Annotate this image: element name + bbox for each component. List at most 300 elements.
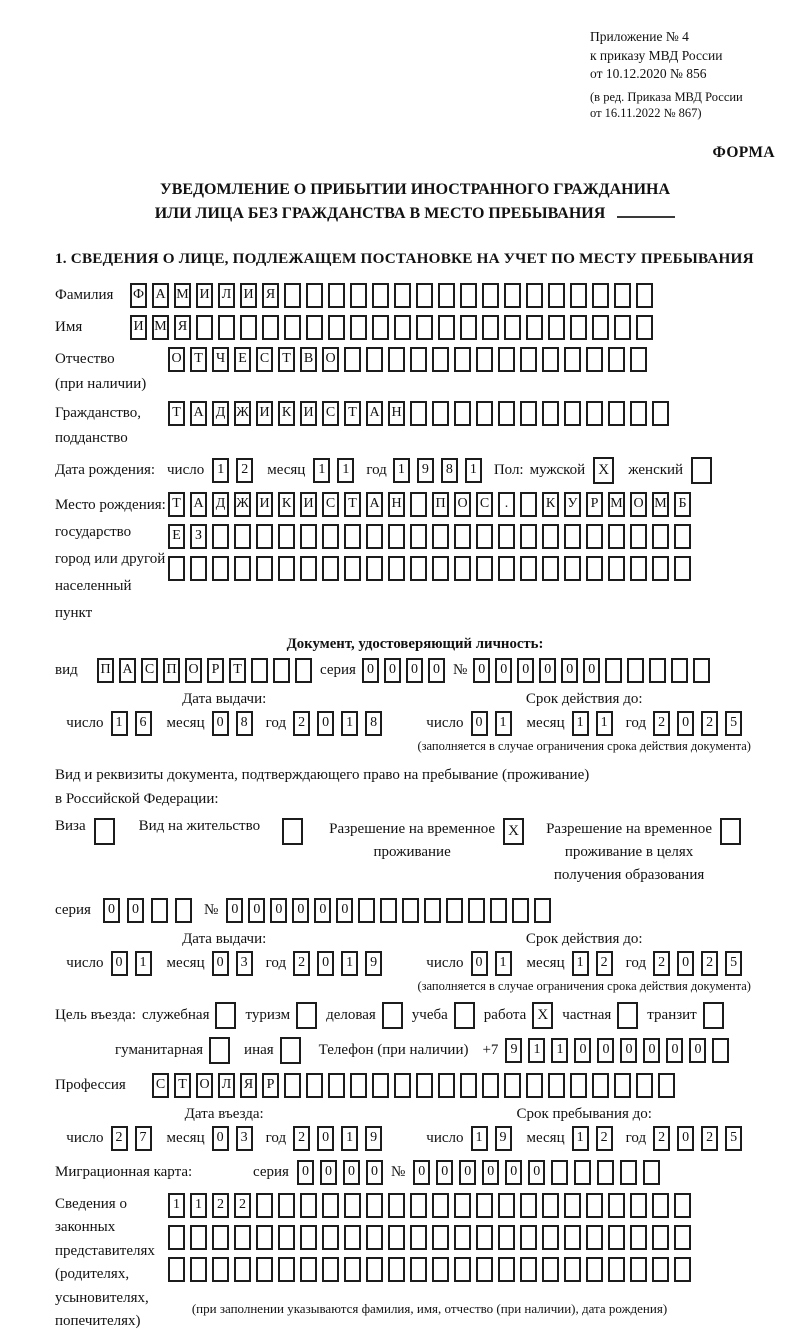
form-cell[interactable] — [416, 315, 433, 340]
form-cell[interactable] — [262, 315, 279, 340]
form-cell[interactable] — [482, 1073, 499, 1098]
form-cell[interactable] — [636, 283, 653, 308]
form-cell[interactable] — [586, 524, 603, 549]
form-cell[interactable] — [350, 1073, 367, 1098]
form-cell[interactable] — [306, 283, 323, 308]
form-cell[interactable] — [454, 347, 471, 372]
form-cell[interactable] — [284, 283, 301, 308]
form-cell[interactable] — [520, 347, 537, 372]
form-cell[interactable] — [608, 1257, 625, 1282]
form-cell[interactable] — [586, 1193, 603, 1218]
form-cell[interactable]: 2 — [293, 1126, 310, 1151]
form-cell[interactable] — [416, 283, 433, 308]
form-cell[interactable]: 1 — [495, 711, 512, 736]
form-cell[interactable]: 1 — [596, 711, 613, 736]
form-cell[interactable]: С — [322, 401, 339, 426]
form-cell[interactable]: 0 — [336, 898, 353, 923]
form-cell[interactable] — [402, 898, 419, 923]
form-cell[interactable]: С — [152, 1073, 169, 1098]
form-cell[interactable] — [592, 315, 609, 340]
form-cell[interactable]: С — [256, 347, 273, 372]
form-cell[interactable] — [643, 1160, 660, 1185]
form-cell[interactable]: 1 — [551, 1038, 568, 1063]
form-cell[interactable] — [504, 283, 521, 308]
form-cell[interactable]: 0 — [677, 951, 694, 976]
form-cell[interactable] — [674, 524, 691, 549]
form-cell[interactable]: 0 — [436, 1160, 453, 1185]
form-cell[interactable]: О — [630, 492, 647, 517]
form-cell[interactable]: 2 — [236, 458, 253, 483]
form-cell[interactable] — [300, 1257, 317, 1282]
form-cell[interactable] — [234, 1257, 251, 1282]
form-cell[interactable] — [278, 1257, 295, 1282]
form-cell[interactable]: Т — [278, 347, 295, 372]
form-cell[interactable] — [454, 1193, 471, 1218]
form-cell[interactable] — [454, 556, 471, 581]
form-cell[interactable] — [212, 524, 229, 549]
form-cell[interactable] — [410, 347, 427, 372]
form-cell[interactable] — [542, 1225, 559, 1250]
form-cell[interactable] — [388, 524, 405, 549]
form-cell[interactable] — [520, 1257, 537, 1282]
form-cell[interactable] — [282, 818, 303, 845]
form-cell[interactable] — [190, 1225, 207, 1250]
form-cell[interactable] — [490, 898, 507, 923]
form-cell[interactable] — [284, 315, 301, 340]
form-cell[interactable] — [570, 283, 587, 308]
form-cell[interactable]: П — [163, 658, 180, 683]
form-cell[interactable] — [300, 524, 317, 549]
form-cell[interactable] — [296, 1002, 317, 1029]
form-cell[interactable]: Ч — [212, 347, 229, 372]
form-cell[interactable]: 5 — [725, 951, 742, 976]
form-cell[interactable] — [280, 1037, 301, 1064]
form-cell[interactable]: 2 — [653, 711, 670, 736]
form-cell[interactable]: 0 — [317, 951, 334, 976]
form-cell[interactable]: 0 — [643, 1038, 660, 1063]
form-cell[interactable] — [630, 556, 647, 581]
form-cell[interactable]: 9 — [505, 1038, 522, 1063]
form-cell[interactable] — [592, 1073, 609, 1098]
form-cell[interactable] — [548, 1073, 565, 1098]
form-cell[interactable]: М — [152, 315, 169, 340]
form-cell[interactable] — [256, 556, 273, 581]
form-cell[interactable]: 0 — [413, 1160, 430, 1185]
form-cell[interactable] — [322, 556, 339, 581]
form-cell[interactable] — [322, 1257, 339, 1282]
form-cell[interactable] — [372, 1073, 389, 1098]
form-cell[interactable] — [300, 1193, 317, 1218]
form-cell[interactable] — [520, 492, 537, 517]
form-cell[interactable] — [168, 1225, 185, 1250]
form-cell[interactable] — [674, 556, 691, 581]
form-cell[interactable] — [350, 283, 367, 308]
form-cell[interactable] — [190, 1257, 207, 1282]
form-cell[interactable]: 0 — [111, 951, 128, 976]
form-cell[interactable] — [476, 1225, 493, 1250]
form-cell[interactable] — [344, 1225, 361, 1250]
form-cell[interactable] — [94, 818, 115, 845]
form-cell[interactable] — [432, 1257, 449, 1282]
form-cell[interactable] — [476, 401, 493, 426]
form-cell[interactable]: А — [119, 658, 136, 683]
form-cell[interactable]: 1 — [190, 1193, 207, 1218]
form-cell[interactable] — [256, 1257, 273, 1282]
form-cell[interactable] — [652, 401, 669, 426]
form-cell[interactable]: X — [532, 1002, 553, 1029]
form-cell[interactable] — [597, 1160, 614, 1185]
form-cell[interactable] — [416, 1073, 433, 1098]
form-cell[interactable]: Я — [262, 283, 279, 308]
form-cell[interactable] — [215, 1002, 236, 1029]
form-cell[interactable] — [564, 1193, 581, 1218]
form-cell[interactable] — [564, 1225, 581, 1250]
form-cell[interactable]: 0 — [362, 658, 379, 683]
form-cell[interactable]: 0 — [482, 1160, 499, 1185]
form-cell[interactable] — [460, 283, 477, 308]
form-cell[interactable] — [454, 401, 471, 426]
form-cell[interactable] — [454, 1002, 475, 1029]
form-cell[interactable] — [432, 1193, 449, 1218]
form-cell[interactable] — [476, 1193, 493, 1218]
form-cell[interactable]: А — [366, 401, 383, 426]
form-cell[interactable]: 0 — [677, 711, 694, 736]
form-cell[interactable] — [649, 658, 666, 683]
form-cell[interactable]: 3 — [236, 951, 253, 976]
form-cell[interactable]: 8 — [236, 711, 253, 736]
form-cell[interactable] — [218, 315, 235, 340]
form-cell[interactable]: И — [256, 401, 273, 426]
form-cell[interactable] — [410, 1257, 427, 1282]
form-cell[interactable]: 2 — [596, 951, 613, 976]
form-cell[interactable]: Б — [674, 492, 691, 517]
form-cell[interactable]: 0 — [314, 898, 331, 923]
form-cell[interactable]: 0 — [505, 1160, 522, 1185]
form-cell[interactable]: И — [240, 283, 257, 308]
form-cell[interactable] — [438, 1073, 455, 1098]
form-cell[interactable] — [548, 283, 565, 308]
form-cell[interactable]: И — [300, 492, 317, 517]
form-cell[interactable]: Р — [262, 1073, 279, 1098]
form-cell[interactable]: О — [454, 492, 471, 517]
form-cell[interactable] — [234, 1225, 251, 1250]
form-cell[interactable]: Л — [218, 1073, 235, 1098]
form-cell[interactable] — [366, 524, 383, 549]
form-cell[interactable]: 7 — [135, 1126, 152, 1151]
form-cell[interactable]: 2 — [293, 951, 310, 976]
form-cell[interactable] — [388, 1225, 405, 1250]
form-cell[interactable] — [608, 1193, 625, 1218]
form-cell[interactable]: 9 — [495, 1126, 512, 1151]
form-cell[interactable]: 0 — [384, 658, 401, 683]
form-cell[interactable] — [446, 898, 463, 923]
form-cell[interactable] — [542, 347, 559, 372]
form-cell[interactable] — [504, 315, 521, 340]
form-cell[interactable]: 2 — [596, 1126, 613, 1151]
form-cell[interactable] — [608, 1225, 625, 1250]
form-cell[interactable] — [482, 315, 499, 340]
form-cell[interactable] — [300, 1225, 317, 1250]
form-cell[interactable] — [586, 347, 603, 372]
form-cell[interactable] — [520, 556, 537, 581]
form-cell[interactable] — [388, 556, 405, 581]
form-cell[interactable]: 2 — [234, 1193, 251, 1218]
form-cell[interactable] — [380, 898, 397, 923]
form-cell[interactable] — [476, 556, 493, 581]
form-cell[interactable] — [564, 347, 581, 372]
form-cell[interactable]: 8 — [365, 711, 382, 736]
form-cell[interactable]: О — [196, 1073, 213, 1098]
form-cell[interactable] — [322, 524, 339, 549]
form-cell[interactable] — [410, 1193, 427, 1218]
form-cell[interactable] — [574, 1160, 591, 1185]
form-cell[interactable]: 0 — [343, 1160, 360, 1185]
form-cell[interactable] — [438, 283, 455, 308]
form-cell[interactable] — [454, 1225, 471, 1250]
form-cell[interactable] — [652, 1193, 669, 1218]
form-cell[interactable]: 0 — [459, 1160, 476, 1185]
form-cell[interactable] — [366, 1193, 383, 1218]
form-cell[interactable] — [720, 818, 741, 845]
form-cell[interactable] — [212, 556, 229, 581]
form-cell[interactable]: 1 — [337, 458, 354, 483]
form-cell[interactable]: К — [278, 492, 295, 517]
form-cell[interactable] — [432, 401, 449, 426]
form-cell[interactable]: 0 — [366, 1160, 383, 1185]
form-cell[interactable] — [256, 524, 273, 549]
form-cell[interactable]: 0 — [620, 1038, 637, 1063]
form-cell[interactable]: 0 — [212, 951, 229, 976]
form-cell[interactable] — [498, 1257, 515, 1282]
form-cell[interactable] — [526, 1073, 543, 1098]
form-cell[interactable]: С — [141, 658, 158, 683]
form-cell[interactable]: . — [498, 492, 515, 517]
form-cell[interactable] — [498, 524, 515, 549]
form-cell[interactable] — [350, 315, 367, 340]
form-cell[interactable]: 9 — [365, 951, 382, 976]
form-cell[interactable] — [344, 1193, 361, 1218]
form-cell[interactable] — [570, 315, 587, 340]
form-cell[interactable]: Т — [344, 401, 361, 426]
form-cell[interactable] — [703, 1002, 724, 1029]
form-cell[interactable] — [652, 1257, 669, 1282]
form-cell[interactable]: Т — [174, 1073, 191, 1098]
form-cell[interactable] — [372, 315, 389, 340]
form-cell[interactable] — [168, 1257, 185, 1282]
form-cell[interactable]: 5 — [725, 1126, 742, 1151]
form-cell[interactable] — [382, 1002, 403, 1029]
form-cell[interactable]: Т — [344, 492, 361, 517]
form-cell[interactable]: Я — [240, 1073, 257, 1098]
form-cell[interactable]: Ф — [130, 283, 147, 308]
form-cell[interactable]: М — [608, 492, 625, 517]
form-cell[interactable] — [608, 401, 625, 426]
form-cell[interactable] — [620, 1160, 637, 1185]
form-cell[interactable]: 0 — [428, 658, 445, 683]
form-cell[interactable] — [564, 1257, 581, 1282]
form-cell[interactable]: 0 — [317, 1126, 334, 1151]
form-cell[interactable]: 1 — [465, 458, 482, 483]
form-cell[interactable] — [542, 1193, 559, 1218]
form-cell[interactable]: П — [432, 492, 449, 517]
form-cell[interactable]: 0 — [597, 1038, 614, 1063]
form-cell[interactable] — [630, 347, 647, 372]
form-cell[interactable] — [328, 283, 345, 308]
form-cell[interactable]: 2 — [653, 1126, 670, 1151]
form-cell[interactable] — [366, 347, 383, 372]
form-cell[interactable] — [520, 401, 537, 426]
form-cell[interactable]: 1 — [212, 458, 229, 483]
form-cell[interactable]: 2 — [701, 1126, 718, 1151]
form-cell[interactable] — [388, 347, 405, 372]
form-cell[interactable]: 0 — [561, 658, 578, 683]
form-cell[interactable] — [520, 524, 537, 549]
form-cell[interactable] — [410, 401, 427, 426]
form-cell[interactable]: Т — [229, 658, 246, 683]
form-cell[interactable] — [614, 315, 631, 340]
form-cell[interactable] — [551, 1160, 568, 1185]
form-cell[interactable] — [476, 524, 493, 549]
form-cell[interactable]: И — [196, 283, 213, 308]
form-cell[interactable]: 6 — [135, 711, 152, 736]
form-cell[interactable] — [520, 1193, 537, 1218]
form-cell[interactable]: 1 — [393, 458, 410, 483]
form-cell[interactable]: А — [190, 492, 207, 517]
form-cell[interactable] — [460, 1073, 477, 1098]
form-cell[interactable] — [498, 556, 515, 581]
form-cell[interactable]: Л — [218, 283, 235, 308]
form-cell[interactable] — [476, 1257, 493, 1282]
form-cell[interactable]: 8 — [441, 458, 458, 483]
form-cell[interactable] — [712, 1038, 729, 1063]
form-cell[interactable]: 1 — [135, 951, 152, 976]
form-cell[interactable]: Д — [212, 401, 229, 426]
form-cell[interactable]: Я — [174, 315, 191, 340]
form-cell[interactable]: 0 — [689, 1038, 706, 1063]
form-cell[interactable] — [366, 556, 383, 581]
form-cell[interactable] — [366, 1225, 383, 1250]
form-cell[interactable] — [432, 1225, 449, 1250]
form-cell[interactable]: 0 — [539, 658, 556, 683]
form-cell[interactable] — [344, 347, 361, 372]
form-cell[interactable]: Ж — [234, 401, 251, 426]
form-cell[interactable]: 0 — [292, 898, 309, 923]
form-cell[interactable] — [306, 315, 323, 340]
form-cell[interactable]: 1 — [341, 1126, 358, 1151]
form-cell[interactable] — [542, 1257, 559, 1282]
form-cell[interactable]: 0 — [248, 898, 265, 923]
form-cell[interactable] — [328, 315, 345, 340]
form-cell[interactable] — [358, 898, 375, 923]
form-cell[interactable] — [586, 1257, 603, 1282]
form-cell[interactable] — [366, 1257, 383, 1282]
form-cell[interactable]: 1 — [168, 1193, 185, 1218]
form-cell[interactable] — [454, 1257, 471, 1282]
form-cell[interactable]: Т — [190, 347, 207, 372]
form-cell[interactable] — [410, 556, 427, 581]
form-cell[interactable] — [498, 1193, 515, 1218]
form-cell[interactable] — [234, 524, 251, 549]
form-cell[interactable]: X — [503, 818, 524, 845]
form-cell[interactable]: 0 — [320, 1160, 337, 1185]
form-cell[interactable] — [388, 1257, 405, 1282]
form-cell[interactable]: У — [564, 492, 581, 517]
form-cell[interactable] — [691, 457, 712, 484]
form-cell[interactable] — [608, 556, 625, 581]
form-cell[interactable] — [498, 401, 515, 426]
form-cell[interactable]: Н — [388, 492, 405, 517]
form-cell[interactable] — [693, 658, 710, 683]
form-cell[interactable] — [388, 1193, 405, 1218]
form-cell[interactable] — [190, 556, 207, 581]
form-cell[interactable] — [608, 347, 625, 372]
form-cell[interactable] — [278, 556, 295, 581]
form-cell[interactable]: А — [190, 401, 207, 426]
form-cell[interactable] — [658, 1073, 675, 1098]
form-cell[interactable] — [592, 283, 609, 308]
form-cell[interactable] — [586, 1225, 603, 1250]
form-cell[interactable]: 0 — [471, 711, 488, 736]
form-cell[interactable] — [212, 1225, 229, 1250]
form-cell[interactable]: С — [476, 492, 493, 517]
form-cell[interactable]: И — [130, 315, 147, 340]
form-cell[interactable] — [564, 556, 581, 581]
form-cell[interactable] — [586, 401, 603, 426]
form-cell[interactable]: Е — [234, 347, 251, 372]
form-cell[interactable]: З — [190, 524, 207, 549]
form-cell[interactable]: Е — [168, 524, 185, 549]
form-cell[interactable]: А — [366, 492, 383, 517]
form-cell[interactable]: 0 — [583, 658, 600, 683]
form-cell[interactable]: 1 — [471, 1126, 488, 1151]
form-cell[interactable]: Т — [168, 401, 185, 426]
form-cell[interactable] — [251, 658, 268, 683]
form-cell[interactable] — [168, 556, 185, 581]
form-cell[interactable]: О — [168, 347, 185, 372]
form-cell[interactable] — [196, 315, 213, 340]
form-cell[interactable]: 0 — [528, 1160, 545, 1185]
form-cell[interactable] — [652, 556, 669, 581]
form-cell[interactable] — [394, 315, 411, 340]
form-cell[interactable]: 0 — [297, 1160, 314, 1185]
form-cell[interactable] — [534, 898, 551, 923]
form-cell[interactable] — [476, 347, 493, 372]
form-cell[interactable] — [636, 1073, 653, 1098]
form-cell[interactable]: X — [593, 457, 614, 484]
form-cell[interactable] — [468, 898, 485, 923]
form-cell[interactable] — [498, 347, 515, 372]
form-cell[interactable] — [614, 1073, 631, 1098]
form-cell[interactable] — [614, 283, 631, 308]
form-cell[interactable] — [570, 1073, 587, 1098]
form-cell[interactable]: 0 — [495, 658, 512, 683]
form-cell[interactable]: 1 — [341, 711, 358, 736]
form-cell[interactable]: Р — [207, 658, 224, 683]
form-cell[interactable] — [512, 898, 529, 923]
form-cell[interactable]: 2 — [701, 711, 718, 736]
form-cell[interactable] — [295, 658, 312, 683]
form-cell[interactable]: О — [322, 347, 339, 372]
form-cell[interactable] — [630, 1257, 647, 1282]
form-cell[interactable]: В — [300, 347, 317, 372]
form-cell[interactable] — [344, 1257, 361, 1282]
form-cell[interactable] — [151, 898, 168, 923]
form-cell[interactable]: Р — [586, 492, 603, 517]
form-cell[interactable]: 2 — [293, 711, 310, 736]
form-cell[interactable] — [454, 524, 471, 549]
form-cell[interactable]: 0 — [666, 1038, 683, 1063]
form-cell[interactable] — [636, 315, 653, 340]
